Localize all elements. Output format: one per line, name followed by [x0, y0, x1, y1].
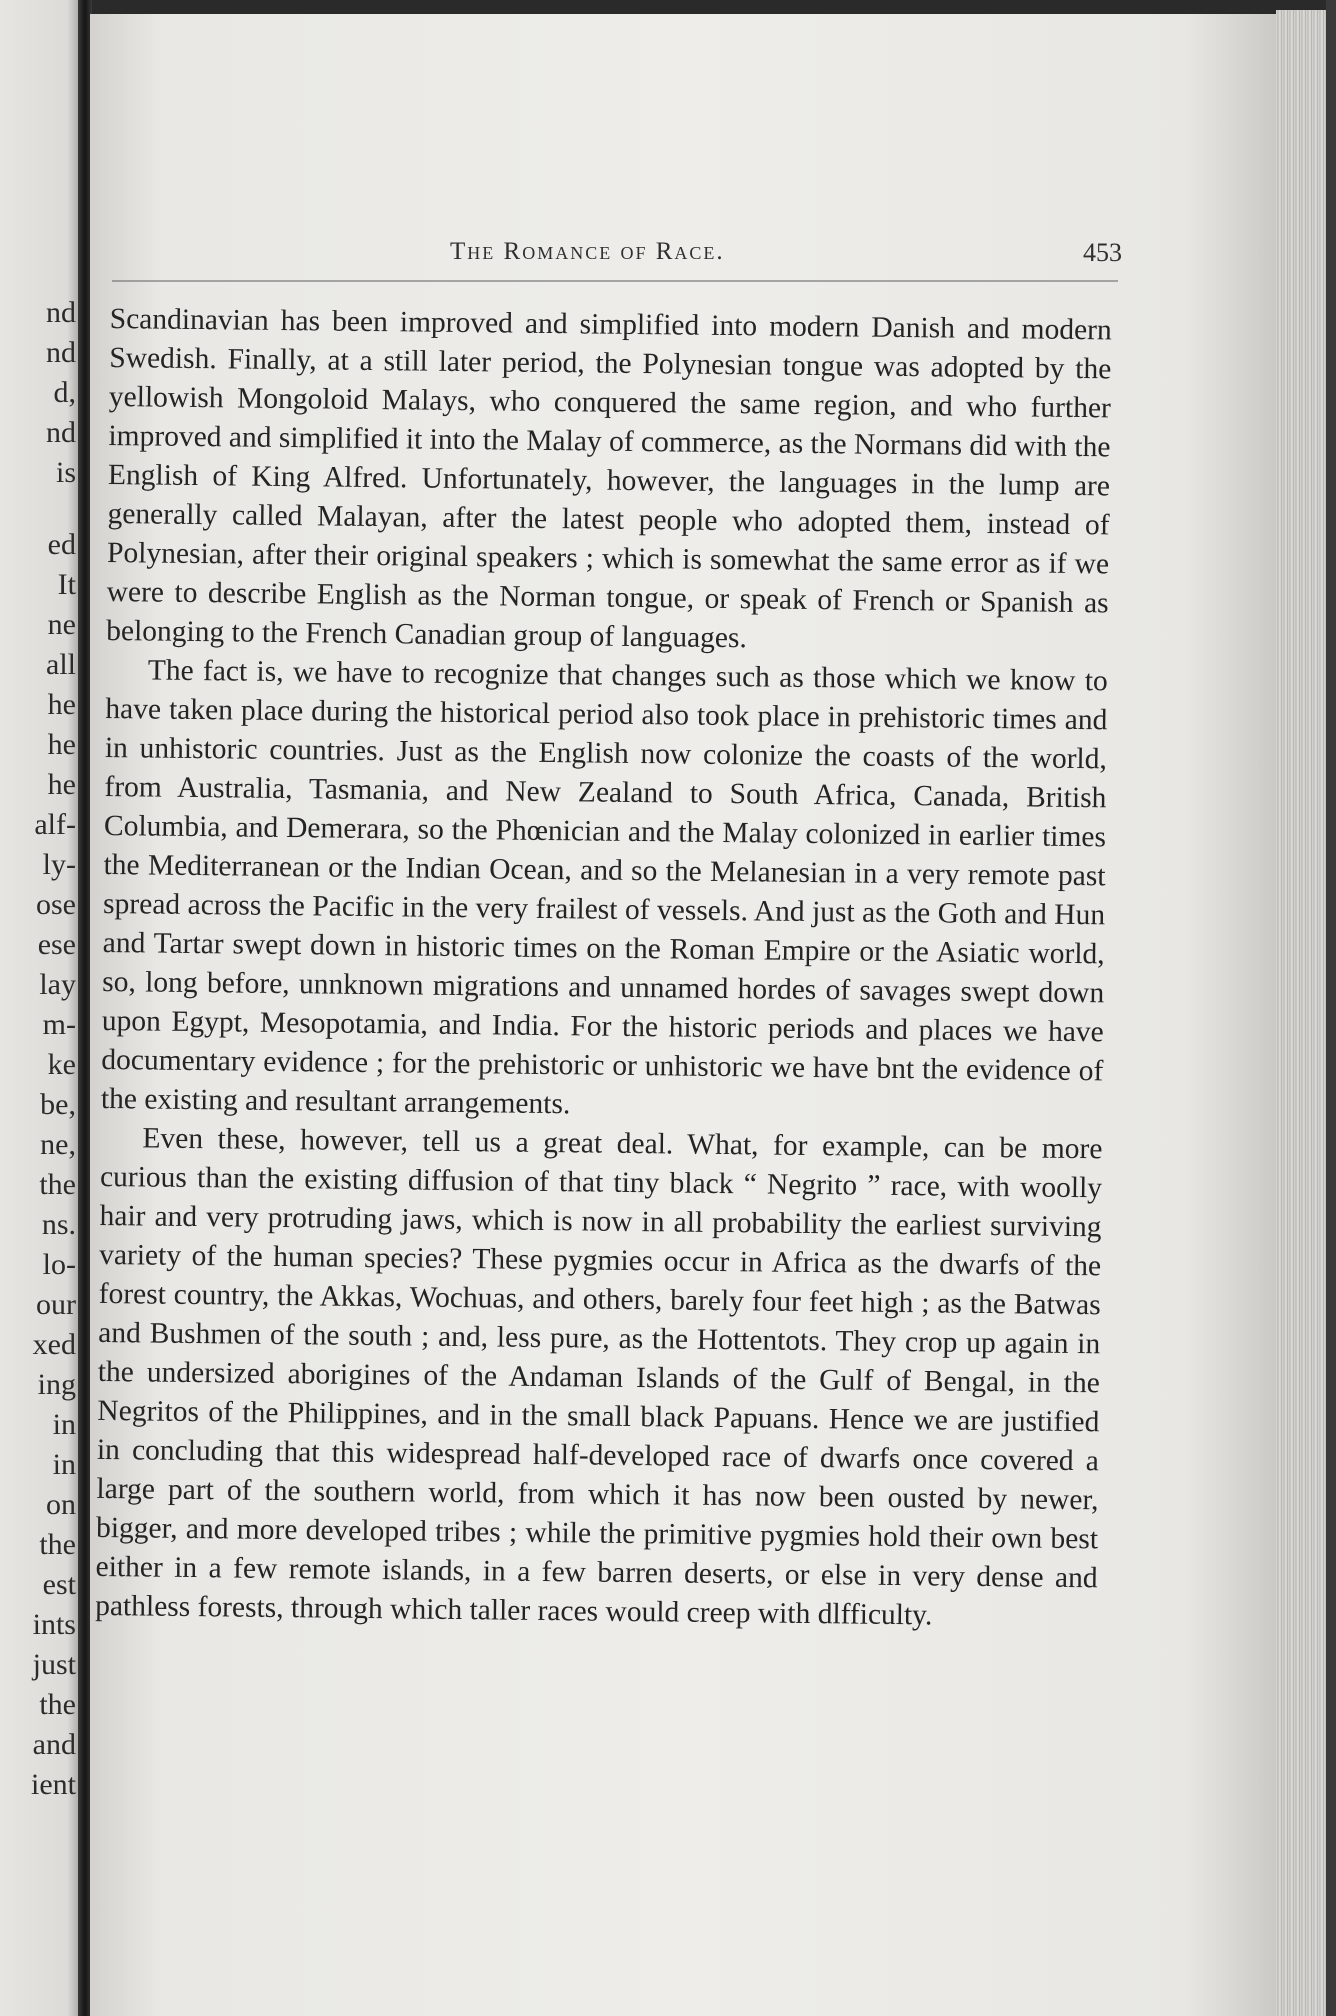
facing-page-fragment: ints	[32, 1608, 76, 1641]
facing-page-fragment: ient	[31, 1768, 76, 1801]
facing-page-fragment: in	[52, 1408, 76, 1441]
facing-page-fragment: ns.	[41, 1208, 76, 1241]
facing-page-fragment: lay	[39, 968, 76, 1001]
facing-page-fragment: all	[46, 648, 76, 681]
facing-page-fragment: ese	[37, 928, 76, 961]
scan-border	[1326, 0, 1336, 2016]
facing-page-fragment: the	[39, 1688, 76, 1721]
facing-page-fragment: ly-	[42, 848, 76, 881]
facing-page-fragment: ing	[37, 1368, 76, 1401]
facing-page-fragment: he	[47, 728, 76, 761]
page-number: 453	[1083, 238, 1122, 267]
paragraph: Even these, however, tell us a great deal. What, for example, can be more curious than the existing diffusion of that tiny black “ Negrito ” race, with woolly hair and very protruding jaws, which is now in all probability the earliest surviving variety of the human species? These pygmies occur in Africa as the dwarfs of the forest country, the Akkas, Wochuas, and others, barely four feet high ; as the Batwas and Bushmen of the south ; and, less pure, as the Hottentots. They crop up again in the undersized aborigines of the Andaman Islands of the Gulf of Bengal, in the Negritos of the Philippines, and in the small black Papuans. Hence we are justified in concluding that this widespread half-developed race of dwarfs once covered a large part of the southern world, from which it has now been ousted by newer, bigger, and more developed tribes ; while the primitive pygmies hold their own best either in a few remote islands, in a few barren deserts, or else in very dense and pathless forests, through which taller races would creep with dlfficulty.	[95, 1122, 1103, 1632]
facing-page-fragment: ed	[47, 528, 76, 561]
paragraph: Scandinavian has been improved and simplified into modern Danish and modern Swedish. Finally, at a still later period, the Polynesian tongue was adopted by the yellowish Mongoloid Malays, who conquered the same region, and who further improved and simplified it into the Malay of commerce, as the Normans did with the English of King Alfred. Unfortunately, however, the languages in the lump are generally called Malayan, after the latest people who adopted them, instead of Polynesian, after their original speakers ; which is somewhat the same error as if we were to describe English as the Norman tongue, or speak of French or Spanish as belonging to the French Canadian group of languages.	[106, 302, 1112, 655]
facing-page-fragment: just	[32, 1648, 76, 1681]
page-header	[112, 238, 1122, 278]
facing-page-fragment: he	[47, 688, 76, 721]
facing-page-fragment: alf-	[34, 808, 76, 841]
facing-page-fragment: lo-	[42, 1248, 76, 1281]
facing-page-fragment: It	[57, 568, 76, 601]
facing-page-fragment: nd	[46, 336, 76, 369]
facing-page-fragment: in	[52, 1448, 76, 1481]
facing-page-fragment: nd	[46, 296, 76, 329]
facing-page-fragment: xed	[32, 1328, 76, 1361]
facing-page-fragment: our	[36, 1288, 76, 1321]
page-stack-edges	[1276, 10, 1330, 2016]
facing-page-fragment: ne	[47, 608, 76, 641]
facing-page-fragment: the	[39, 1168, 76, 1201]
facing-page-fragment: on	[46, 1488, 76, 1521]
facing-page-fragment: ke	[47, 1048, 76, 1081]
facing-page-fragment: est	[42, 1568, 76, 1601]
facing-page-fragment: he	[47, 768, 76, 801]
running-title: The Romance of Race.	[450, 238, 725, 265]
paragraph: The fact is, we have to recognize that changes such as those which we know to have taken place during the historical period also took place in prehistoric times and in unhistoric countries. Just as the English now colonize the coasts of the world, from Australia, Tasmania, and New Zealand to South Africa, Canada, British Columbia, and Demerara, so the Phœnician and the Malay colonized in earlier times the Mediterranean or the Indian Ocean, and so the Melanesian in a very remote past spread across the Pacific in the very frailest of vessels. And just as the Goth and Hun and Tartar swept down in historic times on the Roman Empire or the Asiatic world, so, long before, unnknown migrations and unnamed hordes of savages swept down upon Egypt, Mesopotamia, and India. For the historic periods and places we have documentary evidence ; for the prehistoric or unhistoric we have bnt the evidence of the existing and resultant arrangements.	[100, 654, 1108, 1121]
facing-page-fragment: nd	[46, 416, 76, 449]
header-rule	[112, 280, 1118, 282]
facing-page-fragment: is	[55, 456, 76, 489]
facing-page-fragment: the	[39, 1528, 76, 1561]
facing-page-fragment: ne,	[40, 1128, 76, 1161]
facing-page-fragment: ose	[36, 888, 76, 921]
facing-page-fragment: be,	[40, 1088, 76, 1121]
facing-page-fragment: d,	[53, 376, 76, 409]
facing-page-fragment: m-	[42, 1008, 76, 1041]
facing-page-fragment: and	[32, 1728, 76, 1761]
facing-page-edge	[0, 0, 84, 2016]
body-text	[95, 300, 1112, 1637]
